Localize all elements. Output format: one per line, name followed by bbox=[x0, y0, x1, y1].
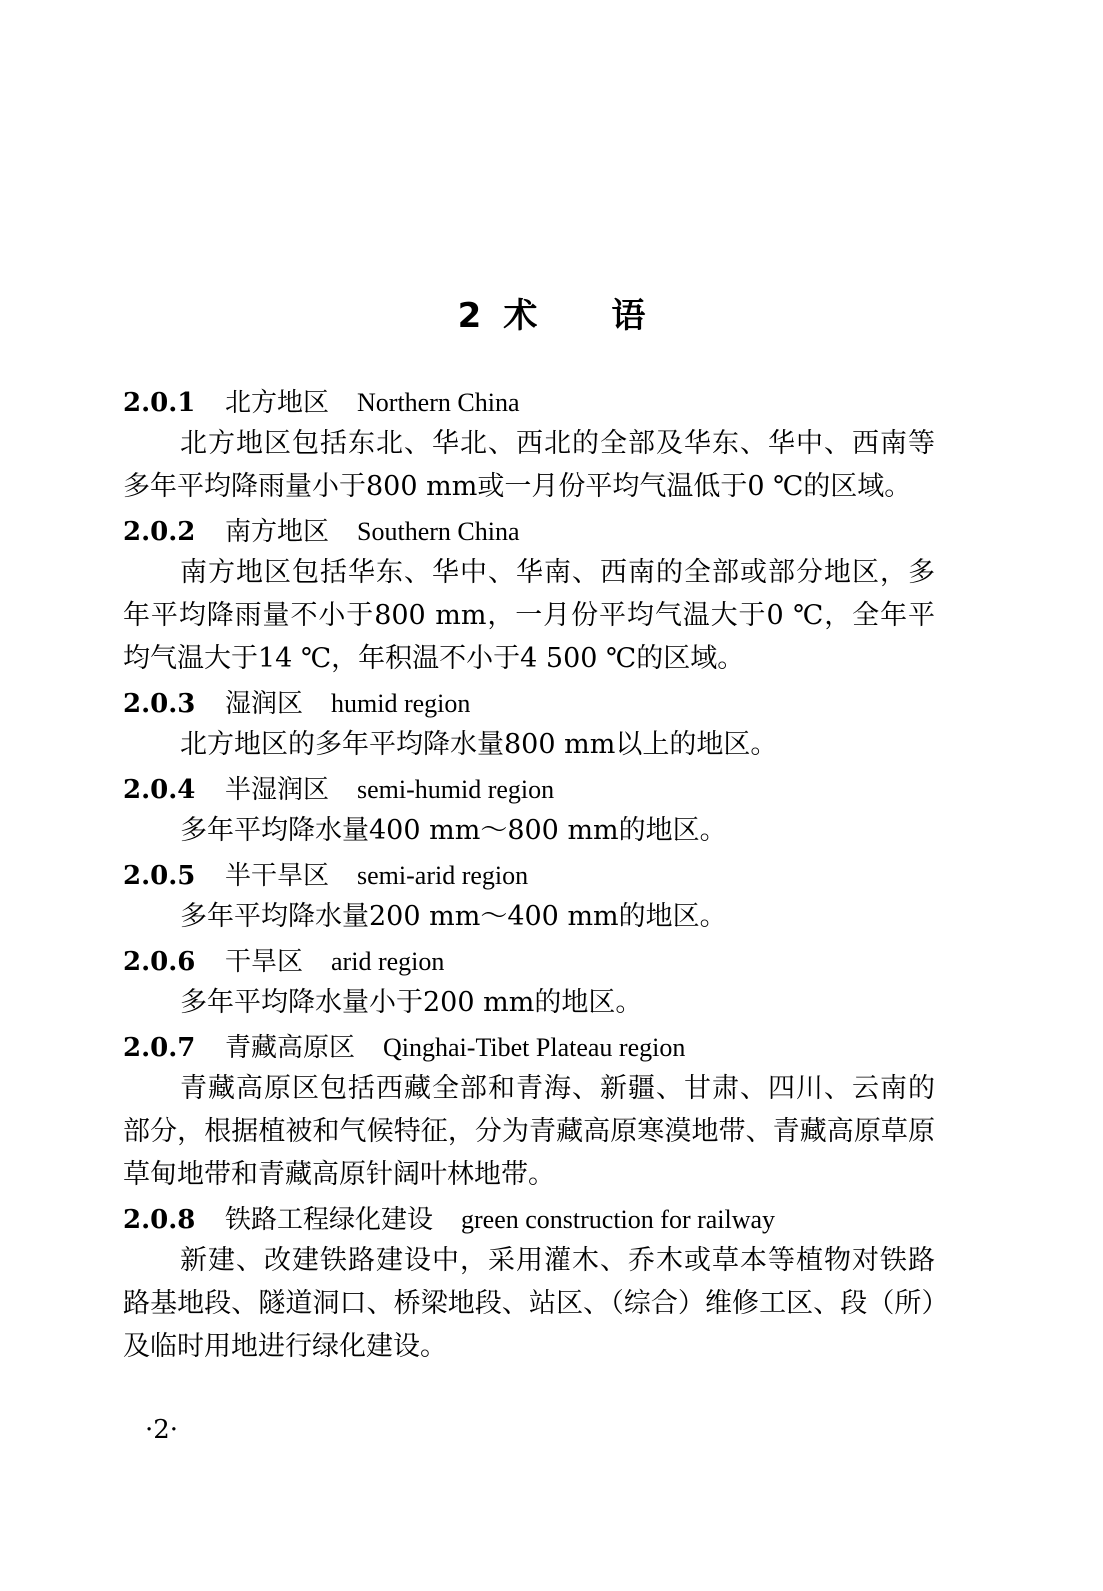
term-heading bbox=[123, 943, 935, 981]
term-chinese: 北方地区 bbox=[225, 388, 330, 418]
term-number: 2.0.5 bbox=[123, 861, 196, 891]
term-definition: 多年平均降水量400 mm～800 mm的地区。 bbox=[180, 815, 727, 846]
term-definition: 南方地区包括华东、华中、华南、西南的全部或部分地区，多年平均降雨量不小于800 mm，一月份平均气温大于0 ℃，全年平均气温大于14 ℃，年积温不小于4 500 ℃的区域。 bbox=[123, 557, 935, 674]
term-entry bbox=[123, 685, 935, 766]
term-english: arid region bbox=[331, 947, 445, 976]
term-definition: 北方地区包括东北、华北、西北的全部及华东、华中、西南等多年平均降雨量小于800 mm或一月份平均气温低于0 ℃的区域。 bbox=[123, 428, 935, 502]
term-english: green construction for railway bbox=[461, 1205, 776, 1234]
term-english: humid region bbox=[331, 689, 471, 718]
term-heading bbox=[123, 513, 935, 551]
term-entry bbox=[123, 1201, 935, 1368]
term-english: Southern China bbox=[357, 517, 520, 546]
term-heading bbox=[123, 1201, 935, 1239]
term-number: 2.0.6 bbox=[123, 947, 196, 977]
term-number: 2.0.2 bbox=[123, 517, 196, 547]
term-chinese: 干旱区 bbox=[225, 947, 304, 977]
term-english: Northern China bbox=[357, 388, 520, 417]
term-heading bbox=[123, 1029, 935, 1067]
term-definition: 多年平均降水量小于200 mm的地区。 bbox=[180, 987, 643, 1018]
term-entry bbox=[123, 857, 935, 938]
term-definition: 多年平均降水量200 mm～400 mm的地区。 bbox=[180, 901, 727, 932]
terms-list bbox=[123, 384, 935, 1373]
chapter-title-char-1: 术 bbox=[503, 296, 538, 336]
term-entry bbox=[123, 384, 935, 508]
term-chinese: 南方地区 bbox=[225, 517, 330, 547]
term-heading bbox=[123, 685, 935, 723]
term-definition: 新建、改建铁路建设中，采用灌木、乔木或草本等植物对铁路路基地段、隧道洞口、桥梁地段、站区、（综合）维修工区、段（所）及临时用地进行绿化建设。 bbox=[123, 1245, 935, 1362]
term-heading bbox=[123, 384, 935, 422]
term-chinese: 湿润区 bbox=[225, 689, 304, 719]
term-number: 2.0.1 bbox=[123, 388, 196, 418]
term-english: semi-arid region bbox=[357, 861, 529, 890]
term-entry bbox=[123, 943, 935, 1024]
term-chinese: 铁路工程绿化建设 bbox=[225, 1205, 434, 1235]
chapter-title bbox=[0, 296, 1103, 336]
term-number: 2.0.7 bbox=[123, 1033, 196, 1063]
chapter-title-char-2: 语 bbox=[611, 296, 646, 336]
chapter-number: 2 bbox=[457, 296, 482, 336]
term-heading bbox=[123, 771, 935, 809]
term-chinese: 半湿润区 bbox=[225, 775, 330, 805]
term-chinese: 半干旱区 bbox=[225, 861, 330, 891]
term-number: 2.0.8 bbox=[123, 1205, 196, 1235]
term-english: Qinghai-Tibet Plateau region bbox=[383, 1033, 686, 1062]
term-chinese: 青藏高原区 bbox=[225, 1033, 356, 1063]
term-number: 2.0.4 bbox=[123, 775, 196, 805]
term-heading bbox=[123, 857, 935, 895]
term-entry bbox=[123, 771, 935, 852]
page-number: ·2· bbox=[145, 1415, 179, 1445]
term-number: 2.0.3 bbox=[123, 689, 196, 719]
term-entry bbox=[123, 513, 935, 680]
term-english: semi-humid region bbox=[357, 775, 555, 804]
term-definition: 北方地区的多年平均降水量800 mm以上的地区。 bbox=[180, 729, 778, 760]
term-entry bbox=[123, 1029, 935, 1196]
term-definition: 青藏高原区包括西藏全部和青海、新疆、甘肃、四川、云南的部分，根据植被和气候特征，分为青藏高原寒漠地带、青藏高原草原草甸地带和青藏高原针阔叶林地带。 bbox=[123, 1073, 935, 1190]
